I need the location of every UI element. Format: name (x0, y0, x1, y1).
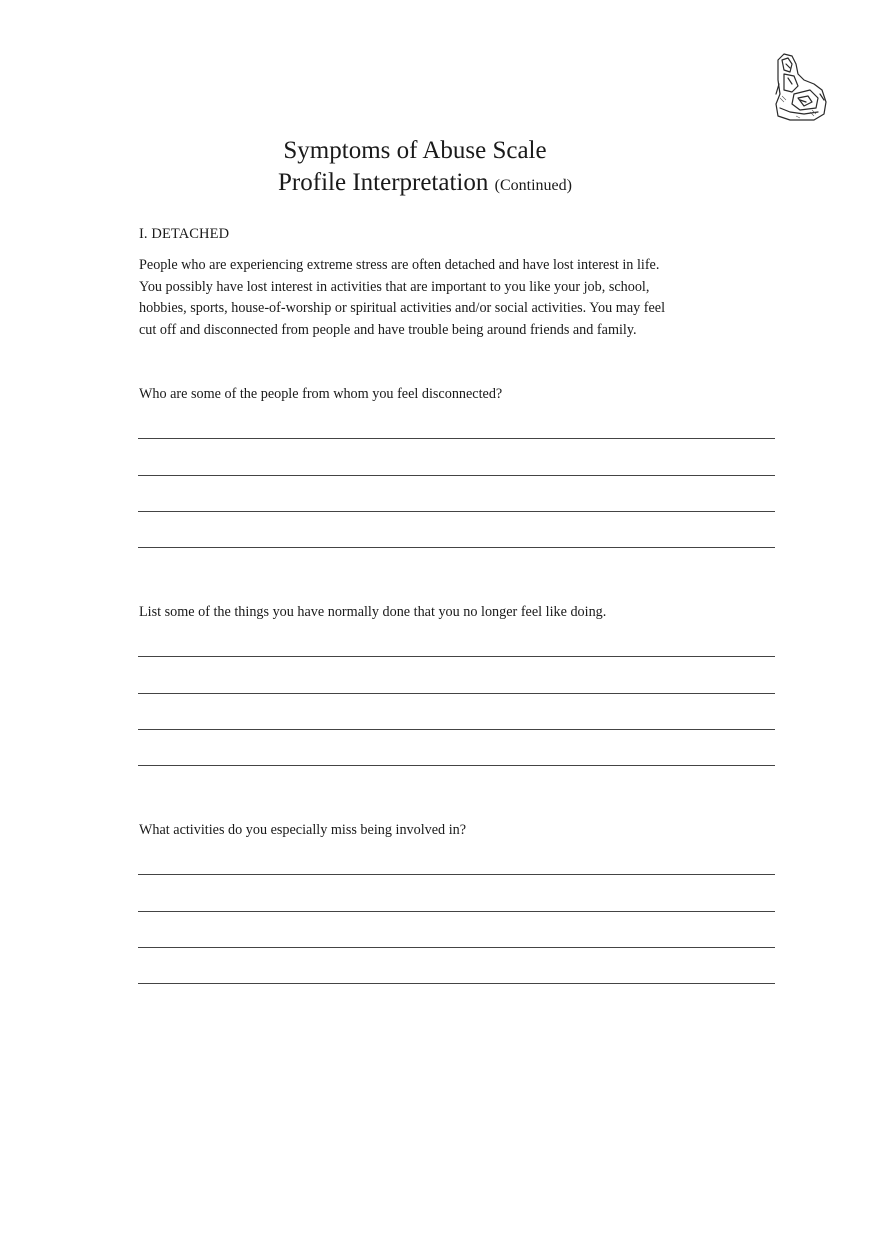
answer-line[interactable] (138, 656, 775, 657)
sketch-figure-logo-icon (770, 50, 828, 122)
answer-line[interactable] (138, 983, 775, 984)
title-line-2 (0, 168, 830, 201)
answer-line[interactable] (138, 547, 775, 548)
intro-line: You possibly have lost interest in activities that are important to you like your job, school, (139, 278, 650, 295)
intro-paragraph (139, 255, 679, 341)
answer-line[interactable] (138, 438, 775, 439)
intro-line: cut off and disconnected from people and have trouble being around friends and family. (139, 321, 637, 338)
title-continued: (Continued) (494, 177, 572, 194)
answer-line[interactable] (138, 947, 775, 948)
question-prompt-2: List some of the things you have normally done that you no longer feel like doing. (139, 604, 607, 620)
question-prompt-3: What activities do you especially miss being involved in? (139, 822, 467, 838)
title-line-1: Symptoms of Abuse Scale (283, 137, 547, 164)
answer-line[interactable] (138, 874, 775, 875)
answer-line[interactable] (138, 693, 775, 694)
title-main: Profile Interpretation (278, 169, 489, 196)
answer-line[interactable] (138, 729, 775, 730)
section-heading: I. DETACHED (139, 226, 230, 242)
intro-line: hobbies, sports, house-of-worship or spiritual activities and/or social activities. You may feel (139, 300, 666, 316)
answer-line[interactable] (138, 511, 775, 512)
answer-line[interactable] (138, 765, 775, 766)
document-title (0, 136, 830, 201)
answer-line[interactable] (138, 911, 775, 912)
intro-line: People who are experiencing extreme stress are often detached and have lost interest in life. (139, 257, 660, 273)
answer-line[interactable] (138, 475, 775, 476)
question-prompt-1: Who are some of the people from whom you feel disconnected? (139, 386, 503, 402)
